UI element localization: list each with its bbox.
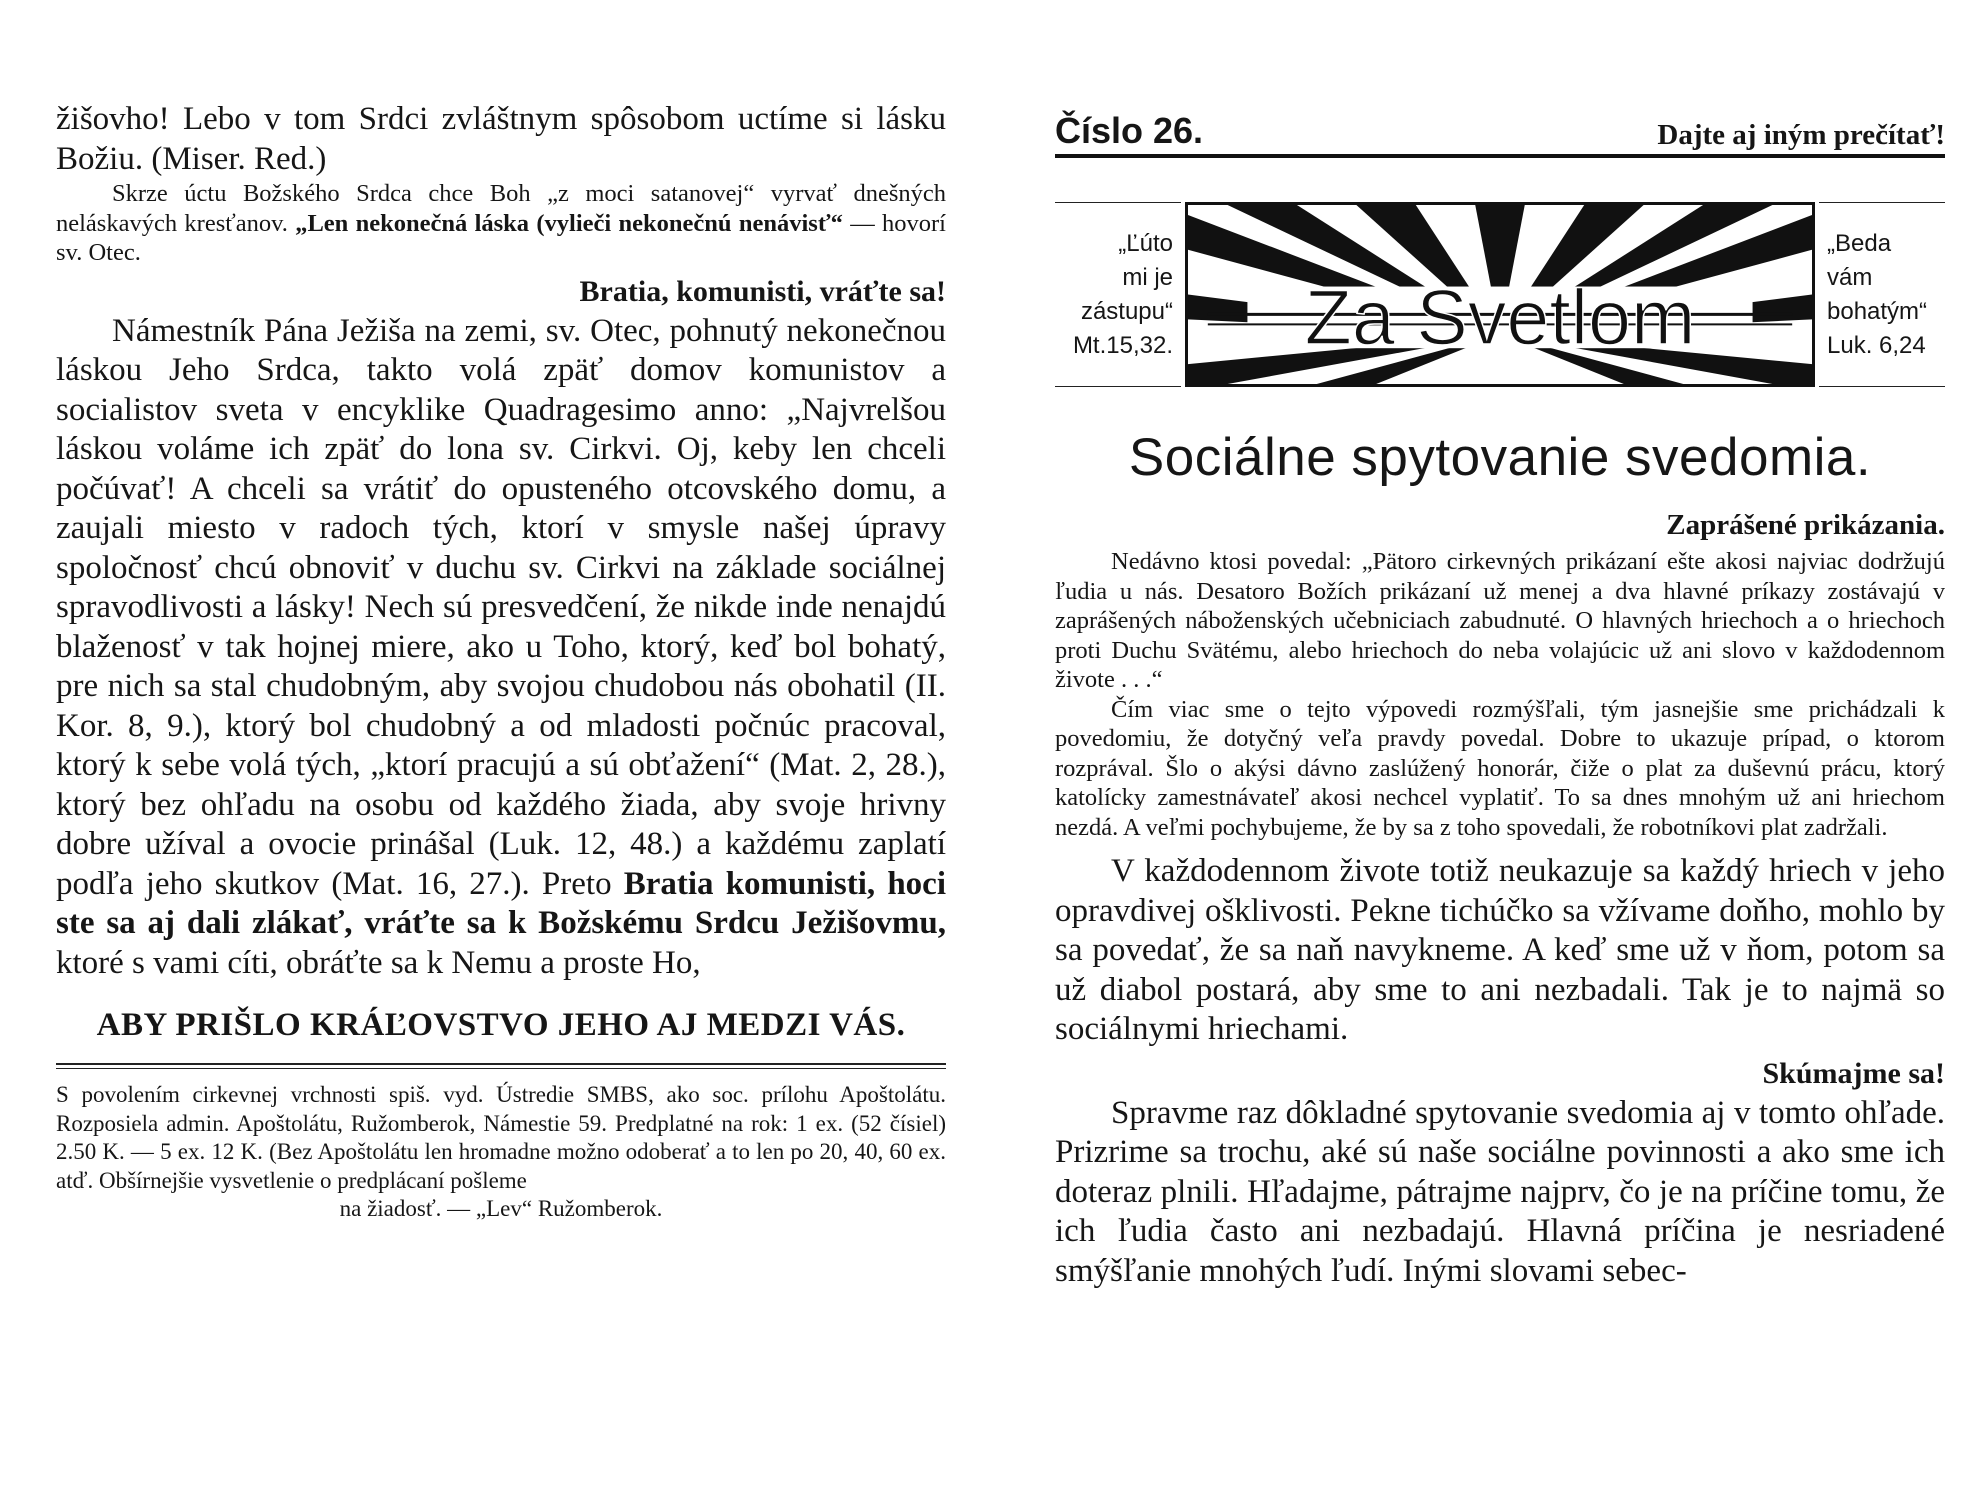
masthead-quote-left (1055, 202, 1181, 387)
left-closing-line: ABY PRIŠLO KRÁĽOVSTVO JEHO AJ MEDZI VÁS. (96, 1007, 906, 1043)
quote-right-line-3: bohatým“ (1827, 297, 1928, 325)
masthead-quote-right (1819, 202, 1945, 387)
issue-number: Číslo 26. (1055, 110, 1204, 151)
quote-left-line-3: zástupu“ (1080, 297, 1173, 325)
quote-right-line-1: „Beda (1827, 229, 1892, 257)
sunburst-logo-icon (1188, 205, 1812, 384)
right-paragraph-1: Nedávno ktosi povedal: „Pätoro cirkevných prikázaní ešte akosi najviac dodržujú ľudia u nás. Desatoro Božích prikázaní už menej a dva hlavné príkazy zostávajú v zaprášených náboženských učebniciach zabudnuté. O hlavných hriechoch a o hriechoch proti Duchu Svätému, alebo hriechoch do neba volajúcic už ani slovo v každodennom živote . . .“ (1055, 548, 1945, 693)
left-paragraph-2 (56, 179, 946, 268)
article-subtitle: Zaprášené prikázania. (1666, 509, 1945, 541)
left-page (56, 100, 946, 1224)
left-paragraph-3-bold: Bratia komunisti, hoci ste sa aj dali zlákať, vráťte sa k Božskému Srdcu Ježišovmu, (56, 865, 946, 941)
left-paragraph-3-end: ktoré s vami cíti, obráťte sa k Nemu a proste Ho, (56, 944, 701, 981)
imprint-text: S povolením cirkevnej vrchnosti spiš. vyd. Ústredie SMBS, ako soc. prílohu Apoštolátu. Rozposiela admin. Apoštolátu, Ružomberok, Námestie 59. Predplatné na rok: 1 ex. (52 čísiel) 2.50 K. — 5 ex. 12 K. (Bez Apoštolátu len hromadne možno odoberať a to len po 20, 40, 60 ex. atď. Obšírnejšie vysvetlenie o predplácaní pošleme (56, 1082, 946, 1193)
left-paragraph-2-end: — hovorí sv. Otec. (56, 209, 946, 266)
left-heading: Bratia, komunisti, vráťte sa! (579, 274, 946, 308)
right-paragraph-2: Čím viac sme o tejto výpovedi rozmýšľali, tým jasnejšie sme prichádzali k povedomiu, že dotyčný veľa pravdy povedal. Dobre to ukazuje prípad, o ktorom rozprával. Šlo o akýsi dávno zaslúžený honorár, čiže o plat za duševnú prácu, ktorý katolícky zamestnávateľ akosi nechcel vyplatiť. To sa dnes mnohým už ani hriechom nezdá. A veľmi pochybujeme, že by sa z toho spovedali, že robotníkovi plat zadržali. (1055, 695, 1945, 841)
issue-header (1055, 100, 1945, 158)
right-page (1055, 100, 1945, 1291)
left-paragraph-3 (56, 312, 946, 984)
quote-left-line-4: Mt.15,32. (1072, 331, 1173, 359)
header-motto: Dajte aj iným prečítať! (1657, 119, 1945, 151)
left-paragraph-1: žišovho! Lebo v tom Srdci zvláštnym spôsobom uctíme si lásku Božiu. (Miser. Red.) (56, 101, 946, 177)
quote-right-line-2: vám (1827, 263, 1873, 291)
masthead-title: Za Svetlom (1304, 275, 1696, 362)
right-paragraph-3: V každodennom živote totiž neukazuje sa každý hriech v jeho opravdivej ošklivosti. Pekne tichúčko sa vžívame doňho, mohlo by sa povedať, že sa naň navykneme. A keď sme už v ňom, potom sa už diabol postará, aby sme to ani nezbadali. Tak je to najmä so sociálnymi hriechami. (1055, 853, 1945, 1047)
left-paragraph-2-bold: „Len nekonečná láska (vylieči nekonečnú nenávisť“ (295, 209, 843, 237)
quote-right-line-4: Luk. 6,24 (1827, 331, 1926, 359)
left-paragraph-2-text: Skrze úctu Božského Srdca chce Boh „z moci satanovej“ vyrvať dnešných neláskavých kresťanov. (56, 180, 946, 237)
masthead-logo (1185, 202, 1815, 387)
right-paragraph-4: Spravme raz dôkladné spytovanie svedomia aj v tomto ohľade. Prizrime sa trochu, aké sú naše sociálne povinnosti a ako sme ich doteraz plnili. Hľadajme, pátrajme najprv, čo je na príčine tomu, že ich ľudia často ani nezbadajú. Hlavná príčina je nesriadené smýšľanie mnohých ľudí. Inými slovami sebec- (1055, 1094, 1945, 1289)
right-heading-2: Skúmajme sa! (1762, 1056, 1945, 1090)
article-title: Sociálne spytovanie svedomia. (1128, 428, 1872, 487)
imprint-end: na žiadosť. — „Lev“ Ružomberok. (339, 1196, 663, 1221)
quote-left-line-2: mi je (1122, 263, 1173, 291)
left-divider (56, 1063, 946, 1069)
quote-left-line-1: „Ľúto (1118, 229, 1173, 257)
masthead (1055, 202, 1945, 387)
left-paragraph-3-text: Námestník Pána Ježiša na zemi, sv. Otec, pohnutý nekonečnou láskou Jeho Srdca, takto volá zpäť domov komunistov a socialistov sveta v encyklike Quadragesimo anno: „Najvrelšou láskou voláme ich zpäť do lona sv. Cirkvi. Oj, keby len chceli počúvať! A chceli sa vrátiť do opusteného otcovského domu, a zaujali miesto v radoch tých, ktorí v smysle našej úpravy spoločnosť chcú obnoviť v duchu sv. Cirkvi na základe sociálnej spravodlivosti a lásky! Nech sú presvedčení, že nikde inde nenajdú blaženosť v tak hojnej miere, ako u Toho, ktorý, keď bol bohatý, pre nich sa stal chudobným, aby svojou chudobou nás obohatil (II. Kor. 8, 9.), ktorý bol chudobný a od mladosti počnúc pracoval, ktorý k sebe volá tých, „ktorí pracujú a sú obťažení“ (Mat. 2, 28.), ktorý bez ohľadu na osobu od každého žiada, aby svoje hrivny dobre užíval a ovocie prinášal (Luk. 12, 48.) a každému zaplatí podľa jeho skutkov (Mat. 16, 27.). Preto (56, 312, 946, 902)
